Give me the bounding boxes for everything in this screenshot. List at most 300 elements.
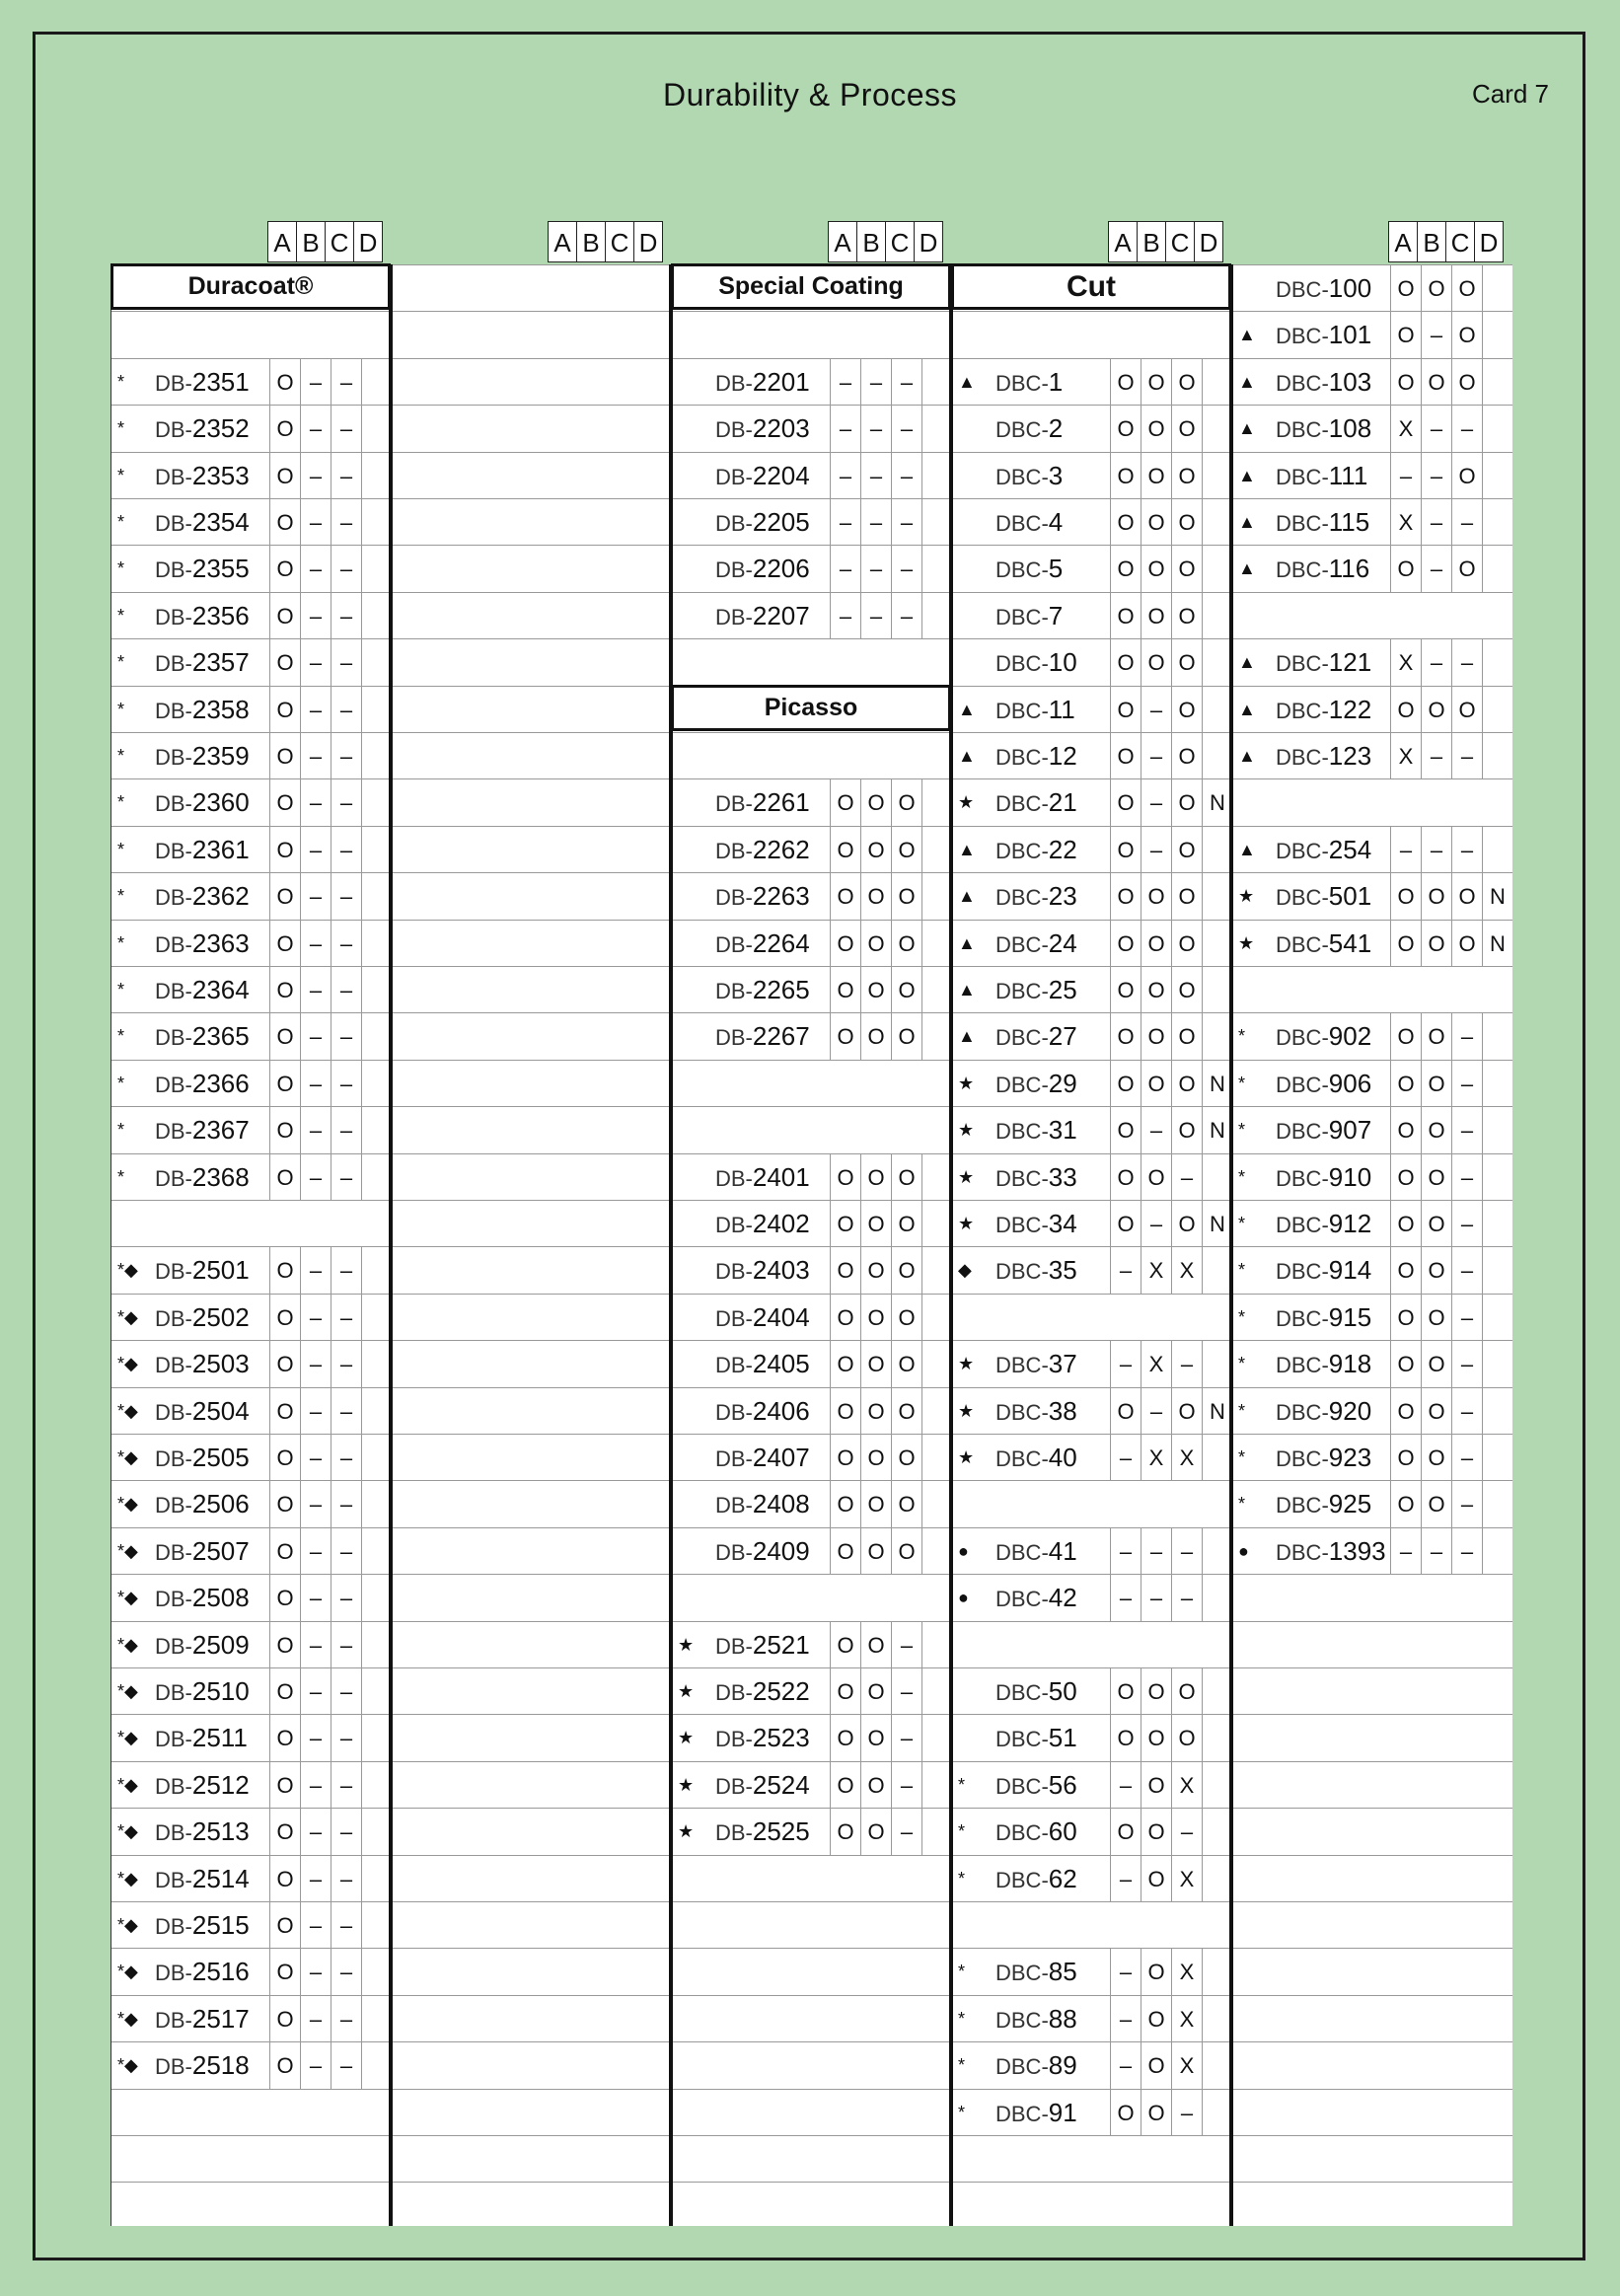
product-code: [155, 406, 250, 452]
card-label: Card 7: [1471, 79, 1549, 109]
code-number: 2506: [191, 1489, 250, 1519]
code-number: 89: [1048, 2050, 1077, 2081]
rating-cell: O: [1390, 1388, 1421, 1435]
code-number: 85: [1048, 1957, 1077, 1987]
rating-cell: –: [1141, 1528, 1171, 1575]
row-marker-icon: ●: [958, 1540, 969, 1561]
table-row: [952, 1153, 1232, 1200]
code-prefix: DBC-: [1276, 1305, 1329, 1331]
rating-cell: O: [1110, 593, 1141, 639]
rating-cell: O: [269, 1013, 300, 1060]
rating-cell: [1202, 1949, 1232, 1995]
product-code: [715, 1013, 810, 1060]
rating-cell: O: [269, 1341, 300, 1387]
code-number: 907: [1328, 1115, 1372, 1146]
rating-cell: –: [300, 1715, 331, 1761]
product-code: [995, 1201, 1077, 1247]
rating-cell: O: [269, 1528, 300, 1575]
rating-cell: O: [891, 967, 921, 1013]
code-prefix: DB-: [155, 2007, 192, 2033]
code-prefix: DB-: [715, 557, 753, 583]
rating-cell: [361, 406, 392, 452]
code-prefix: DB-: [155, 511, 192, 536]
code-prefix: DB-: [155, 1961, 192, 1986]
table-row: [672, 1901, 952, 1948]
rating-cell: –: [1421, 406, 1451, 452]
table-row: [1232, 2182, 1512, 2228]
rating-cell: [361, 1528, 392, 1575]
rating-cell: O: [1451, 873, 1482, 920]
rating-cell: O: [1390, 1107, 1421, 1153]
table-row: [952, 826, 1232, 872]
rating-cell: O: [1451, 453, 1482, 499]
rating-cell: O: [1141, 1949, 1171, 1995]
table-row: [952, 1246, 1232, 1293]
rating-cell: –: [331, 593, 361, 639]
product-code: [995, 1949, 1077, 1995]
code-prefix: DB-: [155, 1025, 192, 1051]
product-code: [1276, 1201, 1371, 1247]
product-code: [995, 546, 1063, 592]
product-code: [715, 593, 810, 639]
code-prefix: DB-: [715, 370, 753, 396]
rating-cell: –: [830, 359, 860, 406]
rating-cell: [361, 1435, 392, 1481]
table-row: [672, 1153, 952, 1200]
code-number: 33: [1048, 1161, 1077, 1192]
rating-cell: O: [1390, 1435, 1421, 1481]
rating-cell: O: [891, 1295, 921, 1341]
row-marker-icon: *◆: [117, 1354, 138, 1374]
code-prefix: DBC-: [995, 2054, 1049, 2080]
product-code: [995, 1856, 1077, 1902]
code-prefix: DB-: [155, 1305, 192, 1331]
rating-cell: [361, 1247, 392, 1294]
rating-cell: [921, 1809, 952, 1855]
rating-cell: O: [269, 733, 300, 779]
rating-cell: O: [1421, 1154, 1451, 1201]
rating-cell: –: [300, 1809, 331, 1855]
code-prefix: DBC-: [995, 1727, 1049, 1752]
row-marker-icon: ★: [678, 1728, 695, 1748]
product-code: [715, 1622, 810, 1668]
code-number: 2408: [752, 1489, 810, 1519]
row-marker-icon: ★: [678, 1774, 695, 1795]
table-row: [392, 2089, 672, 2135]
rating-cell: O: [860, 827, 891, 873]
product-code: [1276, 406, 1371, 452]
rating-cell: O: [1141, 1061, 1171, 1107]
table-row: [111, 1294, 392, 1340]
table-row: [111, 311, 392, 357]
rating-cell: O: [269, 1949, 300, 1995]
table-row: [392, 872, 672, 919]
rating-cell: [361, 1388, 392, 1435]
column-body: [951, 264, 1232, 2226]
rating-cell: –: [331, 1107, 361, 1153]
product-code: [995, 453, 1063, 499]
rating-cell: –: [1451, 406, 1482, 452]
product-code: [995, 499, 1063, 546]
column-header: [1109, 221, 1223, 264]
rating-cell: –: [300, 499, 331, 546]
table-row: [1232, 638, 1512, 685]
code-number: 2403: [752, 1255, 810, 1286]
rating-cell: –: [1390, 453, 1421, 499]
product-code: [995, 1996, 1077, 2042]
rating-cell: O: [830, 1341, 860, 1387]
table-row: [1232, 1901, 1512, 1948]
table-row: [111, 778, 392, 825]
rating-cell: O: [860, 1295, 891, 1341]
code-number: 2505: [191, 1443, 250, 1472]
rating-cell: O: [1141, 2042, 1171, 2089]
rating-cell: O: [860, 967, 891, 1013]
table-row: [111, 1667, 392, 1714]
product-code: [155, 779, 250, 826]
header-letter: B: [576, 221, 606, 262]
code-number: 115: [1328, 507, 1370, 537]
code-number: 2204: [752, 460, 810, 490]
code-number: 2514: [191, 1863, 250, 1893]
rating-cell: O: [1451, 359, 1482, 406]
rating-cell: [1482, 1201, 1512, 1247]
rating-cell: O: [830, 1481, 860, 1527]
column-header: [268, 221, 383, 264]
product-code: [1276, 1107, 1371, 1153]
row-marker-icon: *: [1238, 1026, 1246, 1047]
row-marker-icon: *◆: [117, 1774, 138, 1795]
product-code: [715, 1201, 810, 1247]
rating-cell: O: [891, 1154, 921, 1201]
product-code: [1276, 921, 1371, 967]
rating-cell: –: [1421, 639, 1451, 686]
code-number: 2264: [752, 927, 810, 958]
rating-cell: [1482, 1061, 1512, 1107]
code-prefix: DBC-: [1276, 1072, 1329, 1097]
rating-cell: O: [1171, 546, 1202, 592]
code-number: 2363: [191, 927, 250, 958]
rating-cell: [921, 1388, 952, 1435]
rating-cell: O: [1421, 265, 1451, 312]
rating-cell: [361, 967, 392, 1013]
code-number: 923: [1328, 1443, 1372, 1472]
code-number: 2523: [752, 1723, 810, 1753]
code-number: 2522: [752, 1676, 810, 1706]
rating-cell: –: [300, 1295, 331, 1341]
row-marker-icon: ▲: [958, 886, 976, 907]
code-prefix: DBC-: [995, 1446, 1049, 1471]
rating-cell: –: [1141, 733, 1171, 779]
rating-cell: O: [1141, 873, 1171, 920]
product-code: [715, 1154, 810, 1201]
rating-cell: –: [331, 1295, 361, 1341]
product-code: [155, 593, 250, 639]
row-marker-icon: *: [117, 1026, 125, 1047]
product-code: [995, 1575, 1077, 1621]
rating-cell: –: [331, 546, 361, 592]
row-marker-icon: ●: [958, 1588, 969, 1608]
rating-cell: –: [300, 921, 331, 967]
product-code: [155, 1013, 250, 1060]
table-row: [952, 638, 1232, 685]
row-marker-icon: *: [117, 886, 125, 907]
table-row: [1232, 1434, 1512, 1480]
rating-cell: O: [269, 1856, 300, 1902]
row-marker-icon: *◆: [117, 1306, 138, 1327]
code-prefix: DBC-: [995, 1119, 1049, 1145]
rating-cell: O: [269, 779, 300, 826]
code-number: 2513: [191, 1816, 250, 1847]
rating-cell: –: [1110, 1575, 1141, 1621]
rating-cell: O: [891, 1388, 921, 1435]
code-prefix: DBC-: [995, 651, 1049, 677]
table-row: [111, 1153, 392, 1200]
product-code: [155, 827, 250, 873]
rating-cell: O: [830, 1668, 860, 1715]
code-prefix: DBC-: [995, 2101, 1049, 2126]
rating-cell: –: [300, 1154, 331, 1201]
code-number: 2515: [191, 1910, 250, 1940]
code-prefix: DBC-: [995, 1399, 1049, 1425]
table-row: [392, 2182, 672, 2228]
section-title: Picasso: [671, 685, 951, 731]
rating-cell: [921, 1715, 952, 1761]
rating-cell: [1482, 827, 1512, 873]
code-prefix: DB-: [715, 417, 753, 443]
row-marker-icon: *◆: [117, 1260, 138, 1281]
table-row: [392, 592, 672, 638]
rating-cell: O: [1141, 921, 1171, 967]
rating-cell: O: [860, 1435, 891, 1481]
header-letter: C: [1165, 221, 1195, 262]
code-prefix: DB-: [155, 1867, 192, 1892]
table-row: [672, 1574, 952, 1620]
code-prefix: DBC-: [995, 604, 1049, 630]
row-marker-icon: ▲: [958, 839, 976, 859]
rating-cell: –: [891, 1622, 921, 1668]
header-letter: A: [1108, 221, 1138, 262]
product-code: [155, 687, 250, 733]
row-marker-icon: *: [117, 652, 125, 673]
row-marker-icon: *◆: [117, 1540, 138, 1561]
rating-cell: –: [300, 2042, 331, 2089]
rating-cell: –: [331, 1762, 361, 1809]
rating-cell: O: [1110, 967, 1141, 1013]
rating-cell: O: [1141, 1013, 1171, 1060]
table-row: [952, 1948, 1232, 1994]
row-marker-icon: *◆: [117, 2055, 138, 2076]
rating-cell: [1482, 1107, 1512, 1153]
code-prefix: DBC-: [995, 791, 1049, 817]
table-row: [672, 311, 952, 357]
code-prefix: DBC-: [995, 745, 1049, 770]
table-row: [111, 1246, 392, 1293]
rating-cell: –: [300, 1341, 331, 1387]
table-column: [110, 221, 391, 2226]
rating-cell: O: [1110, 1388, 1141, 1435]
rating-cell: –: [1451, 1107, 1482, 1153]
row-marker-icon: *: [1238, 1214, 1246, 1233]
table-row: [111, 1012, 392, 1059]
table-row: [392, 1294, 672, 1340]
code-prefix: DBC-: [1276, 324, 1329, 349]
rating-cell: –: [1141, 1107, 1171, 1153]
rating-cell: O: [860, 1481, 891, 1527]
rating-cell: O: [1110, 406, 1141, 452]
rating-cell: [361, 1856, 392, 1902]
product-code: [155, 1107, 250, 1153]
rating-cell: [921, 499, 952, 546]
rating-cell: –: [300, 967, 331, 1013]
product-code: [995, 1435, 1077, 1481]
code-number: 2509: [191, 1629, 250, 1660]
code-number: 2354: [191, 507, 250, 537]
rating-cell: –: [300, 1107, 331, 1153]
table-row: [1232, 264, 1512, 311]
product-code: [1276, 687, 1371, 733]
table-row: [672, 1855, 952, 1901]
rating-cell: –: [1451, 733, 1482, 779]
rating-cell: –: [331, 639, 361, 686]
rating-cell: –: [1110, 1856, 1141, 1902]
table-row: [1232, 1060, 1512, 1106]
rating-cell: O: [269, 546, 300, 592]
rating-cell: N: [1202, 1388, 1232, 1435]
code-prefix: DBC-: [1276, 931, 1329, 957]
code-number: 88: [1048, 2003, 1077, 2034]
code-number: 254: [1328, 834, 1372, 864]
table-row: [392, 1387, 672, 1434]
column-separator: [669, 264, 673, 2226]
column-header: [549, 221, 663, 264]
code-prefix: DB-: [155, 1914, 192, 1939]
product-code: [155, 453, 250, 499]
rating-cell: O: [860, 1668, 891, 1715]
table-row: [111, 1340, 392, 1386]
code-number: 2518: [191, 2050, 250, 2081]
rating-cell: –: [300, 406, 331, 452]
rating-cell: O: [830, 1809, 860, 1855]
product-code: [155, 1809, 250, 1855]
rating-cell: –: [300, 733, 331, 779]
row-marker-icon: *: [958, 2008, 966, 2029]
table-row: [1232, 1714, 1512, 1760]
rating-cell: O: [1451, 687, 1482, 733]
rating-cell: –: [300, 1949, 331, 1995]
code-number: 4: [1048, 507, 1064, 537]
row-marker-icon: ★: [958, 1073, 975, 1093]
rating-cell: –: [331, 1247, 361, 1294]
row-marker-icon: *◆: [117, 1962, 138, 1982]
rating-cell: [361, 1575, 392, 1621]
rating-cell: O: [1110, 1715, 1141, 1761]
row-marker-icon: *: [117, 512, 125, 532]
table-row: [111, 732, 392, 778]
rating-cell: –: [300, 593, 331, 639]
table-row: [672, 1387, 952, 1434]
rating-cell: O: [1421, 1201, 1451, 1247]
code-number: 2510: [191, 1676, 250, 1706]
rating-cell: O: [269, 1575, 300, 1621]
rating-cell: O: [1110, 1107, 1141, 1153]
rating-cell: [1482, 1388, 1512, 1435]
code-number: 906: [1328, 1068, 1372, 1098]
code-number: 2262: [752, 834, 810, 864]
table-row: [672, 732, 952, 778]
code-prefix: DBC-: [995, 370, 1049, 396]
column-body: [1231, 264, 1512, 2226]
code-number: 123: [1328, 741, 1372, 771]
rating-cell: O: [1110, 779, 1141, 826]
product-code: [995, 733, 1077, 779]
rating-cell: O: [830, 779, 860, 826]
rating-cell: –: [331, 873, 361, 920]
rating-cell: O: [1141, 1154, 1171, 1201]
table-row: [392, 358, 672, 405]
rating-cell: O: [860, 1247, 891, 1294]
rating-cell: O: [1451, 312, 1482, 358]
product-code: [715, 359, 810, 406]
rating-cell: [1202, 359, 1232, 406]
table-row: [672, 778, 952, 825]
product-code: [155, 733, 250, 779]
product-code: [1276, 1061, 1371, 1107]
rating-cell: O: [1390, 1013, 1421, 1060]
rating-cell: O: [1171, 1668, 1202, 1715]
rating-cell: O: [1110, 1154, 1141, 1201]
rating-cell: –: [331, 687, 361, 733]
code-number: 912: [1328, 1209, 1372, 1238]
row-marker-icon: ★: [958, 1120, 975, 1141]
code-number: 2261: [752, 787, 810, 818]
product-code: [155, 1247, 250, 1294]
code-prefix: DB-: [715, 791, 753, 817]
table-column: [391, 221, 671, 2226]
table-row: [111, 1434, 392, 1480]
rating-cell: N: [1202, 1107, 1232, 1153]
table-row: [111, 1948, 392, 1994]
rating-cell: O: [860, 1013, 891, 1060]
product-code: [1276, 873, 1371, 920]
rating-cell: –: [1141, 827, 1171, 873]
code-number: 34: [1048, 1209, 1077, 1238]
rating-cell: O: [1110, 1013, 1141, 1060]
rating-cell: O: [1171, 779, 1202, 826]
row-marker-icon: *: [958, 2102, 966, 2122]
code-number: 101: [1328, 320, 1372, 350]
code-number: 42: [1048, 1583, 1077, 1613]
product-code: [995, 1061, 1077, 1107]
table-row: [392, 1060, 672, 1106]
rating-cell: [361, 1715, 392, 1761]
row-marker-icon: ▲: [1238, 839, 1256, 859]
rating-cell: O: [830, 1388, 860, 1435]
product-code: [1276, 1528, 1386, 1575]
rating-cell: –: [1451, 827, 1482, 873]
table-row: [111, 592, 392, 638]
rating-cell: –: [300, 779, 331, 826]
rating-cell: O: [269, 499, 300, 546]
rating-cell: [1202, 1715, 1232, 1761]
rating-cell: –: [331, 1809, 361, 1855]
rating-cell: [361, 499, 392, 546]
table-row: [111, 966, 392, 1012]
row-marker-icon: *: [117, 558, 125, 579]
table-row: [1232, 1574, 1512, 1620]
header-letter: B: [856, 221, 886, 262]
table-row: [672, 358, 952, 405]
